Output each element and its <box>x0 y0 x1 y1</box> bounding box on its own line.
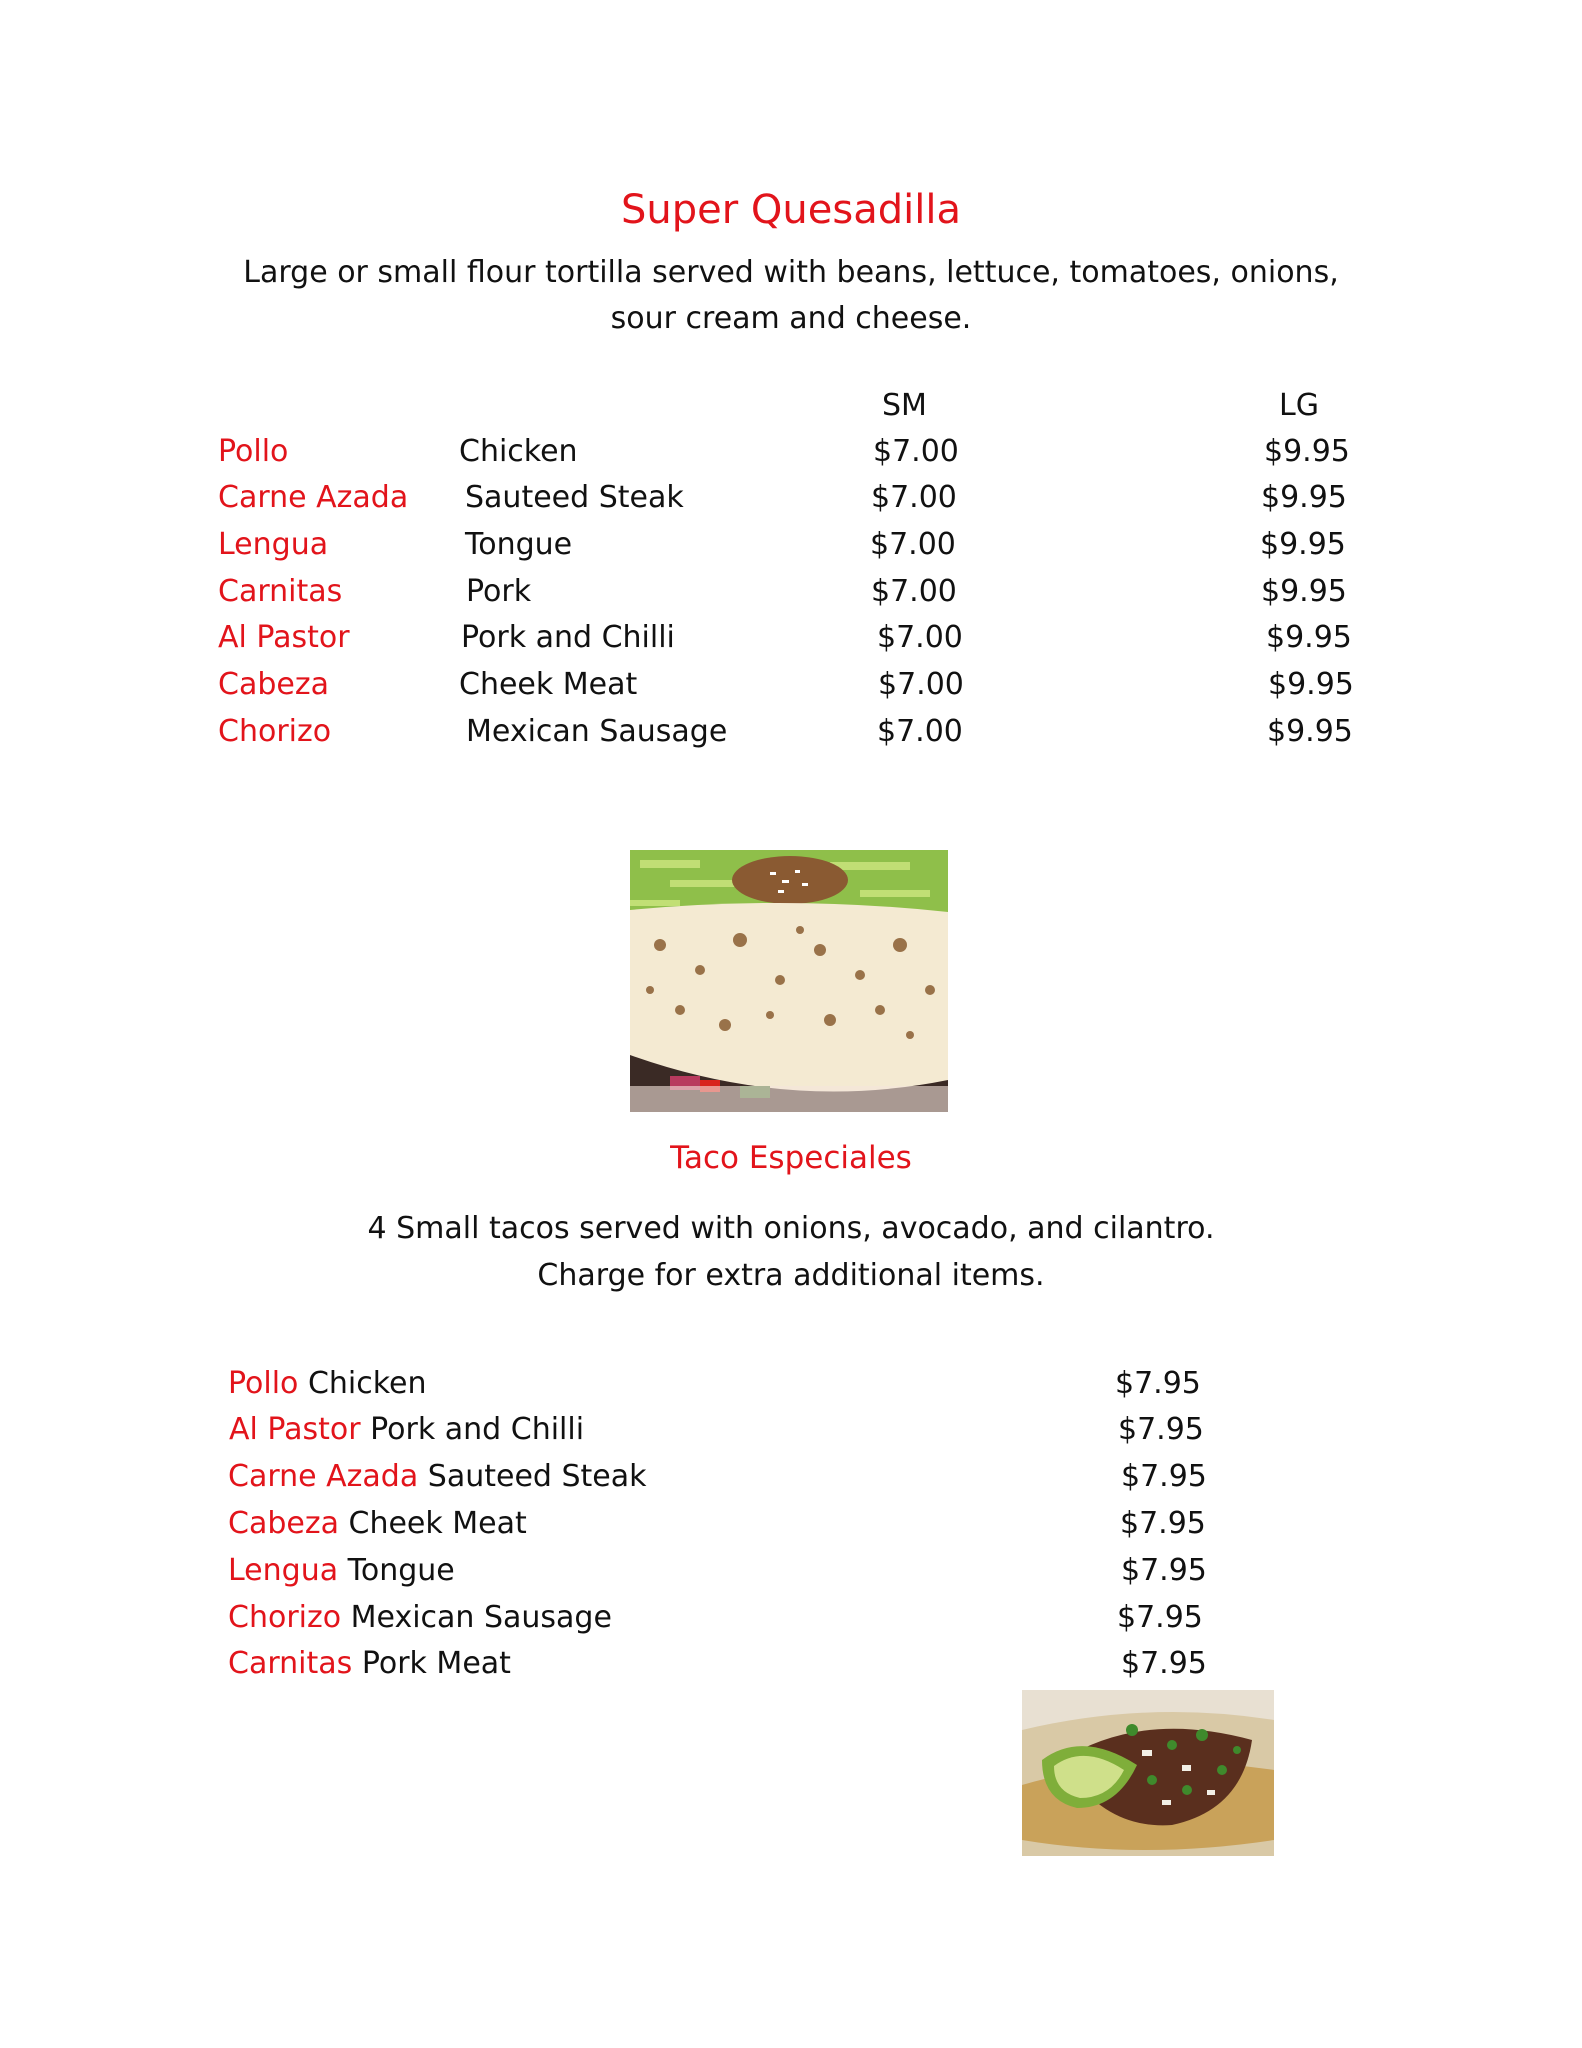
item-spanish-name: Lengua <box>228 1553 339 1588</box>
quesadilla-row <box>0 620 1582 666</box>
item-spanish-name: Al Pastor <box>229 1412 361 1447</box>
taco-row <box>0 1600 1582 1646</box>
item-spanish-name: Lengua <box>218 527 329 562</box>
item-english-name: Cheek Meat <box>459 667 638 702</box>
taco-illustration <box>1022 1690 1274 1856</box>
item-english-name: Pork and Chilli <box>370 1412 585 1447</box>
quesadilla-row <box>0 714 1582 760</box>
item-spanish-name: Chorizo <box>228 1600 342 1635</box>
quesadilla-row <box>0 480 1582 526</box>
item-price-large: $9.95 <box>1264 434 1350 469</box>
item-price: $7.95 <box>1121 1553 1207 1588</box>
item-spanish-name: Carnitas <box>228 1646 353 1681</box>
item-english-name: Sauteed Steak <box>465 480 684 515</box>
item-english-name: Mexican Sausage <box>350 1600 612 1635</box>
item-english-name: Pork <box>466 574 532 609</box>
item-english-name: Pork and Chilli <box>461 620 675 655</box>
item-spanish-name: Carnitas <box>218 574 343 609</box>
item-price-large: $9.95 <box>1260 527 1346 562</box>
taco-item-name <box>228 1506 527 1541</box>
item-spanish-name: Carne Azada <box>228 1459 419 1494</box>
item-price-large: $9.95 <box>1261 480 1347 515</box>
taco-row <box>0 1506 1582 1552</box>
item-spanish-name: Carne Azada <box>218 480 409 515</box>
tacos-description <box>0 1205 1582 1299</box>
taco-row <box>0 1646 1582 1692</box>
column-header-large: LG <box>1279 388 1319 423</box>
taco-row <box>0 1553 1582 1599</box>
quesadilla-row <box>0 434 1582 480</box>
item-spanish-name: Pollo <box>228 1366 299 1401</box>
tacos-description-line2: Charge for extra additional items. <box>537 1258 1045 1293</box>
item-spanish-name: Cabeza <box>218 667 329 702</box>
taco-row <box>0 1459 1582 1505</box>
item-price: $7.95 <box>1120 1506 1206 1541</box>
quesadilla-row <box>0 527 1582 573</box>
item-price-large: $9.95 <box>1266 620 1352 655</box>
item-price-small: $7.00 <box>871 480 957 515</box>
column-header-small: SM <box>882 388 927 423</box>
item-english-name: Cheek Meat <box>348 1506 527 1541</box>
item-english-name: Pork Meat <box>361 1646 511 1681</box>
tacos-title: Taco Especiales <box>670 1140 912 1176</box>
quesadilla-description: Large or small flour tortilla served with beans, lettuce, tomatoes, onions, sour cream and cheese. <box>243 255 1339 336</box>
item-price-small: $7.00 <box>877 620 963 655</box>
item-price-small: $7.00 <box>873 434 959 469</box>
item-price: $7.95 <box>1121 1459 1207 1494</box>
taco-photo <box>1022 1690 1274 1856</box>
quesadilla-row <box>0 574 1582 620</box>
taco-item-name <box>228 1600 612 1635</box>
quesadilla-illustration <box>630 850 948 1112</box>
item-english-name: Chicken <box>459 434 578 469</box>
item-price: $7.95 <box>1118 1412 1204 1447</box>
item-english-name: Tongue <box>347 1553 455 1588</box>
item-spanish-name: Al Pastor <box>218 620 350 655</box>
item-price-large: $9.95 <box>1261 574 1347 609</box>
item-price-large: $9.95 <box>1268 667 1354 702</box>
item-price-large: $9.95 <box>1267 714 1353 749</box>
tacos-description-line1: 4 Small tacos served with onions, avocado, and cilantro. <box>367 1211 1215 1246</box>
quesadilla-row <box>0 667 1582 713</box>
item-english-name: Chicken <box>307 1366 427 1401</box>
item-english-name: Tongue <box>465 527 573 562</box>
item-spanish-name: Pollo <box>218 434 289 469</box>
item-price: $7.95 <box>1121 1646 1207 1681</box>
taco-item-name <box>228 1459 647 1494</box>
item-spanish-name: Cabeza <box>228 1506 339 1541</box>
item-spanish-name: Chorizo <box>218 714 332 749</box>
taco-item-name <box>228 1553 455 1588</box>
item-english-name: Sauteed Steak <box>427 1459 647 1494</box>
item-price-small: $7.00 <box>877 714 963 749</box>
taco-row <box>0 1412 1582 1458</box>
item-price-small: $7.00 <box>878 667 964 702</box>
taco-item-name <box>229 1412 584 1447</box>
item-price: $7.95 <box>1117 1600 1203 1635</box>
taco-row <box>0 1366 1582 1412</box>
item-price-small: $7.00 <box>871 574 957 609</box>
quesadilla-title: Super Quesadilla <box>621 187 961 233</box>
quesadilla-photo <box>630 850 948 1112</box>
item-english-name: Mexican Sausage <box>466 714 728 749</box>
taco-item-name <box>228 1646 511 1681</box>
item-price: $7.95 <box>1115 1366 1201 1401</box>
item-price-small: $7.00 <box>870 527 956 562</box>
taco-item-name <box>228 1366 427 1401</box>
